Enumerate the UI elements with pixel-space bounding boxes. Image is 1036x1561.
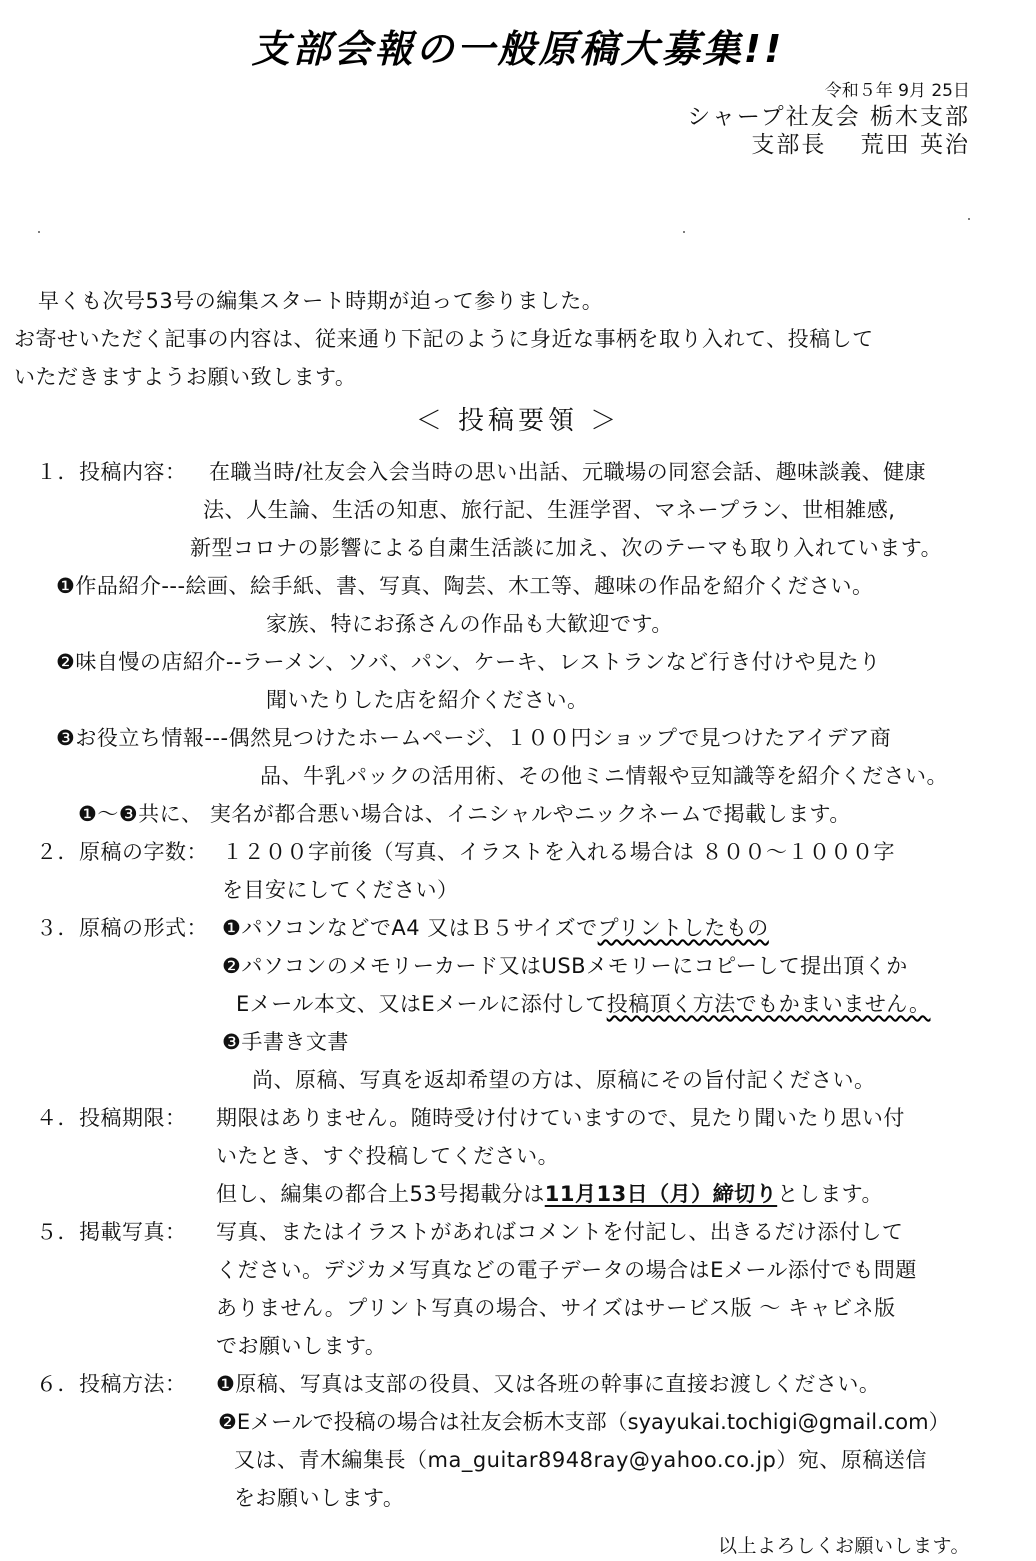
item3-line-3 [236, 989, 930, 1019]
item3-line-1-text: ❶パソコンなどでA4 又はＢ５サイズで [222, 916, 598, 940]
item3-line-1 [222, 913, 769, 943]
item3-line-5: 尚、原稿、写真を返却希望の方は、原稿にその旨付記ください。 [252, 1068, 876, 1092]
item2-line: を目安にしてください） [222, 878, 459, 902]
item3-line-1-wavy: プリントしたもの [597, 916, 769, 940]
item3-line-3-wavy: 投稿頂く方法でもかまいません。 [606, 992, 931, 1016]
item5-line: 写真、またはイラストがあればコメントを付記し、出きるだけ添付して [216, 1220, 904, 1244]
item6-line-4: をお願いします。 [234, 1486, 405, 1510]
item1-line: 法、人生論、生活の知恵、旅行記、生涯学習、マネープラン、世相雑感, [203, 498, 896, 522]
item6-label: ６．投稿方法： [36, 1372, 187, 1396]
section-heading: ＜ 投稿要領 ＞ [415, 406, 621, 436]
intro-line-1: 早くも次号53号の編集スタート時期が迫って参りました。 [38, 289, 604, 313]
submission-deadline: 11月13日（月）締切り [544, 1182, 778, 1206]
item1-sub2: ❷味自慢の店紹介--ラーメン、ソバ、パン、ケーキ、レストランなど行き付けや見たり [56, 650, 881, 674]
item5-line: ありません。プリント写真の場合、サイズはサービス版 ～ キャビネ版 [216, 1296, 896, 1320]
item6-line-3: 又は、青木編集長（ma_guitar8948ray@yahoo.co.jp）宛、原稿送信 [234, 1448, 927, 1472]
item3-line-3-text: Eメール本文、又はEメールに添付して [236, 992, 607, 1016]
item4-label: ４．投稿期限： [36, 1106, 187, 1130]
issue-date: 令和５年 9月 25日 [824, 81, 970, 101]
item4-line-3-end: とします。 [777, 1182, 884, 1206]
item2-label: ２．原稿の字数： [36, 840, 208, 864]
item1-sub3-cont: 品、牛乳パックの活用術、その他ミニ情報や豆知識等を紹介ください。 [260, 764, 948, 788]
item6-line-1: ❶原稿、写真は支部の役員、又は各班の幹事に直接お渡しください。 [216, 1372, 881, 1396]
intro-line-3: いただきますようお願い致します。 [14, 365, 357, 389]
item1-note: ❶～❸共に、 実名が都合悪い場合は、イニシャルやニックネームで掲載します。 [78, 802, 851, 826]
item3-line-2: ❷パソコンのメモリーカード又はUSBメモリーにコピーして提出頂くか [222, 954, 908, 978]
item1-line: 新型コロナの影響による自粛生活談に加え、次のテーマも取り入れています。 [190, 536, 943, 560]
item4-line-1: 期限はありません。随時受け付けていますので、見たり聞いたり思い付 [216, 1106, 905, 1130]
organization-name: シャープ社友会 栃木支部 [687, 104, 970, 130]
closing-remark: 以上よろしくお願いします。 [718, 1535, 970, 1557]
item1-sub2-cont: 聞いたりした店を紹介ください。 [266, 688, 589, 712]
page-title: 支部会報の一般原稿大募集!! [251, 27, 785, 71]
item1-sub1: ❶作品紹介---絵画、絵手紙、書、写真、陶芸、木工等、趣味の作品を紹介ください。 [56, 574, 874, 598]
item5-label: ５．掲載写真： [36, 1220, 187, 1244]
item6-line-2: ❷Eメールで投稿の場合は社友会栃木支部（syayukai.tochigi@gmail.com） [218, 1410, 950, 1434]
intro-line-2: お寄せいただく記事の内容は、従来通り下記のように身近な事柄を取り入れて、投稿して [14, 327, 874, 351]
item4-line-2: いたとき、すぐ投稿してください。 [216, 1144, 560, 1168]
scan-speck [38, 231, 40, 233]
item1-line: 在職当時/社友会入会当時の思い出話、元職場の同窓会話、趣味談義、健康 [209, 460, 927, 484]
item4-line-3 [216, 1179, 883, 1209]
item5-line: でお願いします。 [216, 1334, 387, 1358]
item3-label: ３．原稿の形式： [36, 916, 208, 940]
item1-sub1-cont: 家族、特にお孫さんの作品も大歓迎です。 [266, 612, 673, 636]
item3-line-4: ❸手書き文書 [222, 1030, 349, 1054]
item5-line: ください。デジカメ写真などの電子データの場合はEメール添付でも問題 [216, 1258, 917, 1282]
item2-line: １２００字前後（写真、イラストを入れる場合は ８００～１０００字 [222, 840, 896, 864]
scan-speck [683, 231, 685, 233]
item1-label: １．投稿内容： [36, 460, 187, 484]
item4-line-3-text: 但し、編集の都合上53号掲載分は [216, 1182, 545, 1206]
item1-sub3: ❸お役立ち情報---偶然見つけたホームページ、１００円ショップで見つけたアイデア商 [56, 726, 892, 750]
scan-speck [968, 218, 970, 220]
branch-chief: 支部長 荒田 英治 [751, 132, 970, 158]
